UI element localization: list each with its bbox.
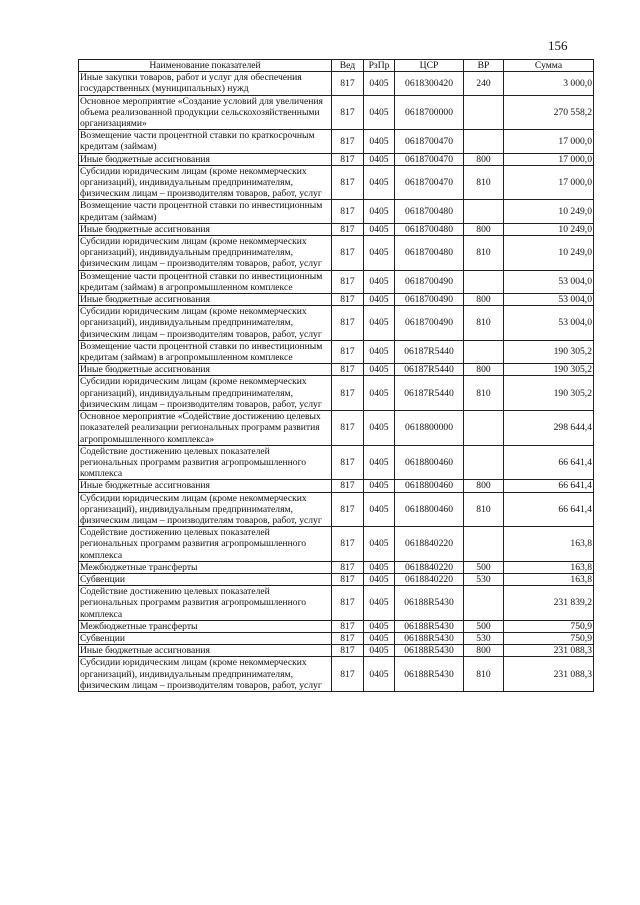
row-csr: 06188R5430 (395, 645, 464, 657)
row-name: Содействие достижению целевых показателей региональных программ развития агропромышленного комплекса (79, 445, 332, 480)
row-sum: 3 000,0 (504, 72, 594, 95)
row-csr: 0618700480 (395, 236, 464, 271)
row-rzpr: 0405 (364, 527, 395, 562)
table-row (79, 445, 594, 480)
row-rzpr: 0405 (364, 480, 395, 492)
row-csr: 06188R5430 (395, 620, 464, 632)
row-ved: 817 (332, 340, 364, 363)
row-ved: 817 (332, 632, 364, 644)
row-vr: 500 (464, 620, 504, 632)
row-rzpr: 0405 (364, 364, 395, 376)
row-csr: 0618700490 (395, 306, 464, 341)
row-csr: 06187R5440 (395, 340, 464, 363)
row-name: Субсидии юридическим лицам (кроме некоммерческих организаций), индивидуальным предпринимателям, физическим лицам – производителям товаров, работ, услуг (79, 236, 332, 271)
row-rzpr: 0405 (364, 657, 395, 692)
row-csr: 0618700480 (395, 200, 464, 223)
row-rzpr: 0405 (364, 340, 395, 363)
row-csr: 0618800460 (395, 445, 464, 480)
row-name: Содействие достижению целевых показателей региональных программ развития агропромышленного комплекса (79, 586, 332, 621)
row-vr: 500 (464, 561, 504, 573)
row-rzpr: 0405 (364, 306, 395, 341)
row-name: Субсидии юридическим лицам (кроме некоммерческих организаций), индивидуальным предпринимателям, физическим лицам – производителям товаров, работ, услуг (79, 165, 332, 200)
row-name: Иные закупки товаров, работ и услуг для обеспечения государственных (муниципальных) нужд (79, 72, 332, 95)
table-row (79, 492, 594, 527)
row-vr (464, 586, 504, 621)
row-ved: 817 (332, 657, 364, 692)
row-csr: 0618840220 (395, 527, 464, 562)
row-rzpr: 0405 (364, 95, 395, 130)
row-sum: 53 004,0 (504, 294, 594, 306)
row-ved: 817 (332, 480, 364, 492)
page-number: 156 (548, 38, 568, 53)
row-ved: 817 (332, 586, 364, 621)
row-sum: 10 249,0 (504, 200, 594, 223)
row-ved: 817 (332, 364, 364, 376)
row-ved: 817 (332, 95, 364, 130)
row-vr (464, 411, 504, 446)
row-rzpr: 0405 (364, 492, 395, 527)
row-sum: 10 249,0 (504, 223, 594, 235)
row-csr: 06188R5430 (395, 632, 464, 644)
row-csr: 06187R5440 (395, 376, 464, 411)
row-name: Возмещение части процентной ставки по инвестиционным кредитам (займам) (79, 200, 332, 223)
row-ved: 817 (332, 294, 364, 306)
row-ved: 817 (332, 645, 364, 657)
row-vr: 800 (464, 153, 504, 165)
row-name: Межбюджетные трансферты (79, 620, 332, 632)
row-name: Субвенции (79, 573, 332, 585)
row-sum: 17 000,0 (504, 165, 594, 200)
table-row (79, 72, 594, 95)
row-sum: 190 305,2 (504, 340, 594, 363)
header-vr: ВР (464, 60, 504, 72)
row-csr: 0618800460 (395, 492, 464, 527)
row-vr: 810 (464, 236, 504, 271)
row-name: Основное мероприятие «Содействие достижению целевых показателей реализации региональных программ развития агропромышленного комплекса» (79, 411, 332, 446)
row-rzpr: 0405 (364, 72, 395, 95)
row-csr: 0618700000 (395, 95, 464, 130)
row-csr: 0618700490 (395, 294, 464, 306)
row-ved: 817 (332, 376, 364, 411)
row-ved: 817 (332, 306, 364, 341)
header-rzpr: РзПр (364, 60, 395, 72)
table-row (79, 573, 594, 585)
row-name: Межбюджетные трансферты (79, 561, 332, 573)
row-sum: 163,8 (504, 561, 594, 573)
row-sum: 53 004,0 (504, 306, 594, 341)
table-row (79, 657, 594, 692)
row-rzpr: 0405 (364, 236, 395, 271)
row-sum: 17 000,0 (504, 130, 594, 153)
table-row (79, 376, 594, 411)
table-row (79, 411, 594, 446)
row-name: Основное мероприятие «Создание условий для увеличения объема реализованной продукции сельскохозяйственными организациями» (79, 95, 332, 130)
row-vr (464, 95, 504, 130)
row-csr: 0618300420 (395, 72, 464, 95)
table-row (79, 95, 594, 130)
row-vr (464, 270, 504, 293)
header-name: Наименование показателей (79, 60, 332, 72)
row-vr: 800 (464, 645, 504, 657)
table-row (79, 586, 594, 621)
table-row (79, 527, 594, 562)
row-ved: 817 (332, 411, 364, 446)
row-ved: 817 (332, 236, 364, 271)
row-ved: 817 (332, 72, 364, 95)
table-row (79, 223, 594, 235)
row-name: Возмещение части процентной ставки по инвестиционным кредитам (займам) в агропромышленном комплексе (79, 340, 332, 363)
row-csr: 06188R5430 (395, 586, 464, 621)
table-row (79, 561, 594, 573)
row-csr: 0618700480 (395, 223, 464, 235)
row-ved: 817 (332, 445, 364, 480)
table-row (79, 620, 594, 632)
row-rzpr: 0405 (364, 223, 395, 235)
table-row (79, 632, 594, 644)
row-rzpr: 0405 (364, 632, 395, 644)
row-csr: 0618700470 (395, 165, 464, 200)
row-vr (464, 200, 504, 223)
row-vr: 810 (464, 492, 504, 527)
header-csr: ЦСР (395, 60, 464, 72)
row-name: Субсидии юридическим лицам (кроме некоммерческих организаций), индивидуальным предпринимателям, физическим лицам – производителям товаров, работ, услуг (79, 306, 332, 341)
table-body (79, 72, 594, 692)
row-sum: 10 249,0 (504, 236, 594, 271)
row-rzpr: 0405 (364, 586, 395, 621)
row-sum: 163,8 (504, 573, 594, 585)
row-csr: 0618800460 (395, 480, 464, 492)
row-name: Иные бюджетные ассигнования (79, 364, 332, 376)
row-rzpr: 0405 (364, 573, 395, 585)
row-rzpr: 0405 (364, 376, 395, 411)
row-vr: 800 (464, 294, 504, 306)
row-csr: 06187R5440 (395, 364, 464, 376)
table-row (79, 364, 594, 376)
row-sum: 750,9 (504, 620, 594, 632)
row-vr (464, 340, 504, 363)
row-rzpr: 0405 (364, 645, 395, 657)
row-ved: 817 (332, 270, 364, 293)
row-sum: 231 088,3 (504, 645, 594, 657)
row-rzpr: 0405 (364, 294, 395, 306)
row-vr: 810 (464, 165, 504, 200)
row-vr: 800 (464, 364, 504, 376)
row-name: Иные бюджетные ассигнования (79, 223, 332, 235)
row-name: Субсидии юридическим лицам (кроме некоммерческих организаций), индивидуальным предпринимателям, физическим лицам – производителям товаров, работ, услуг (79, 376, 332, 411)
row-vr (464, 445, 504, 480)
row-vr: 530 (464, 632, 504, 644)
row-sum: 66 641,4 (504, 492, 594, 527)
table-row (79, 294, 594, 306)
row-csr: 0618800000 (395, 411, 464, 446)
row-vr: 810 (464, 306, 504, 341)
row-name: Иные бюджетные ассигнования (79, 294, 332, 306)
row-csr: 0618840220 (395, 573, 464, 585)
table-row (79, 130, 594, 153)
row-csr: 0618840220 (395, 561, 464, 573)
row-vr (464, 527, 504, 562)
row-rzpr: 0405 (364, 620, 395, 632)
table-row (79, 200, 594, 223)
row-vr: 530 (464, 573, 504, 585)
row-rzpr: 0405 (364, 445, 395, 480)
header-ved: Вед (332, 60, 364, 72)
row-vr: 240 (464, 72, 504, 95)
row-ved: 817 (332, 153, 364, 165)
row-rzpr: 0405 (364, 200, 395, 223)
row-sum: 66 641,4 (504, 480, 594, 492)
table-header-row (79, 60, 594, 72)
row-ved: 817 (332, 573, 364, 585)
row-sum: 190 305,2 (504, 376, 594, 411)
row-sum: 17 000,0 (504, 153, 594, 165)
row-ved: 817 (332, 527, 364, 562)
row-name: Субсидии юридическим лицам (кроме некоммерческих организаций), индивидуальным предпринимателям, физическим лицам – производителям товаров, работ, услуг (79, 657, 332, 692)
table-row (79, 236, 594, 271)
row-sum: 231 839,2 (504, 586, 594, 621)
row-rzpr: 0405 (364, 270, 395, 293)
row-rzpr: 0405 (364, 411, 395, 446)
row-ved: 817 (332, 492, 364, 527)
table-row (79, 165, 594, 200)
row-csr: 0618700470 (395, 153, 464, 165)
row-rzpr: 0405 (364, 165, 395, 200)
row-rzpr: 0405 (364, 561, 395, 573)
row-name: Содействие достижению целевых показателей региональных программ развития агропромышленного комплекса (79, 527, 332, 562)
row-csr: 0618700490 (395, 270, 464, 293)
row-name: Субсидии юридическим лицам (кроме некоммерческих организаций), индивидуальным предпринимателям, физическим лицам – производителям товаров, работ, услуг (79, 492, 332, 527)
row-vr: 800 (464, 223, 504, 235)
row-rzpr: 0405 (364, 130, 395, 153)
row-sum: 231 088,3 (504, 657, 594, 692)
row-name: Субвенции (79, 632, 332, 644)
table-row (79, 340, 594, 363)
row-ved: 817 (332, 223, 364, 235)
row-sum: 750,9 (504, 632, 594, 644)
row-rzpr: 0405 (364, 153, 395, 165)
row-name: Иные бюджетные ассигнования (79, 480, 332, 492)
header-sum: Сумма (504, 60, 594, 72)
table-row (79, 645, 594, 657)
row-ved: 817 (332, 165, 364, 200)
row-name: Возмещение части процентной ставки по краткосрочным кредитам (займам) (79, 130, 332, 153)
table-row (79, 270, 594, 293)
row-name: Иные бюджетные ассигнования (79, 153, 332, 165)
row-vr (464, 130, 504, 153)
row-sum: 163,8 (504, 527, 594, 562)
row-ved: 817 (332, 620, 364, 632)
row-csr: 0618700470 (395, 130, 464, 153)
row-vr: 810 (464, 657, 504, 692)
row-name: Возмещение части процентной ставки по инвестиционным кредитам (займам) в агропромышленном комплексе (79, 270, 332, 293)
row-sum: 66 641,4 (504, 445, 594, 480)
row-sum: 298 644,4 (504, 411, 594, 446)
table-row (79, 480, 594, 492)
row-sum: 190 305,2 (504, 364, 594, 376)
row-vr: 810 (464, 376, 504, 411)
row-ved: 817 (332, 561, 364, 573)
row-sum: 270 558,2 (504, 95, 594, 130)
row-csr: 06188R5430 (395, 657, 464, 692)
row-ved: 817 (332, 130, 364, 153)
row-sum: 53 004,0 (504, 270, 594, 293)
table-row (79, 306, 594, 341)
row-vr: 800 (464, 480, 504, 492)
row-ved: 817 (332, 200, 364, 223)
row-name: Иные бюджетные ассигнования (79, 645, 332, 657)
table-row (79, 153, 594, 165)
budget-table (78, 59, 594, 692)
